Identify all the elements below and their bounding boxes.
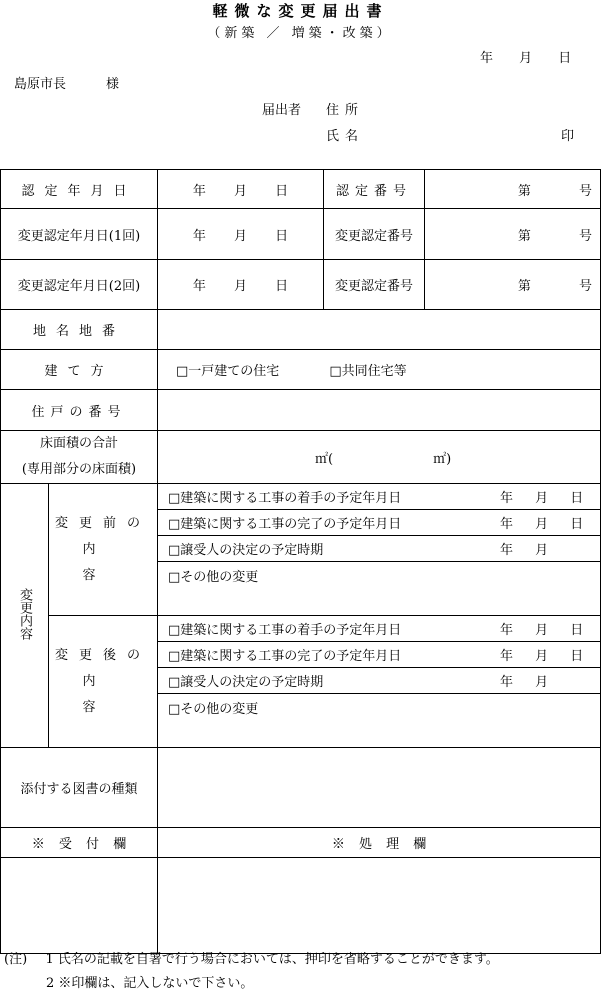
building-type-label: 建て方 [1,350,158,390]
form-row-office-use [1,858,601,954]
before-item-transferee-checkbox[interactable]: □譲受人の決定の予定時期 [158,536,500,562]
notification-form-table [0,169,601,954]
before-item-completion [158,510,600,536]
processing-box [158,858,601,954]
cert-date-value[interactable]: 年 月 日 [158,170,324,209]
building-type-options [158,350,601,390]
change-number-1-value[interactable]: 第 号 [425,209,601,260]
before-item-start-checkbox[interactable]: □建築に関する工事の着手の予定年月日 [158,484,500,510]
cert-number-value[interactable]: 第 号 [425,170,601,209]
location-label: 地名地番 [1,310,158,350]
after-item-completion-checkbox[interactable]: □建築に関する工事の完了の予定年月日 [158,642,500,668]
after-item-start-date[interactable]: 年 月 日 [500,616,600,642]
note-1-text: 1 氏名の記載を自署で行う場合においては、押印を省略することができます。 [45,952,499,967]
after-label: 変更後の [55,647,152,663]
floor-area-unit-2: ㎡) [433,451,452,467]
note-2: 2 ※印欄は、記入しないで下さい。 [46,976,254,991]
form-row-change-before [1,484,601,616]
reception-label: ※ 受 付 欄 [1,828,158,858]
floor-area-value[interactable] [158,431,601,484]
before-item-other-checkbox[interactable]: □その他の変更 [168,570,259,585]
before-items-list [158,484,600,615]
before-item-other-value[interactable] [500,562,600,616]
attachment-label: 添付する図書の種類 [1,748,158,828]
change-date-2-value[interactable]: 年 月 日 [158,260,324,310]
floor-area-unit: ㎡( [315,451,334,467]
seal-mark: 印 [561,129,575,144]
before-item-start [158,484,600,510]
floor-area-label: 床面積の合計 [40,436,119,451]
change-number-1-label: 変更認定番号 [324,209,425,260]
form-row-unit-number [1,390,601,431]
addressee [14,73,119,92]
after-item-transferee-checkbox[interactable]: □譲受人の決定の予定時期 [158,668,500,694]
before-item-other [158,562,600,616]
form-row-change-after [1,616,601,748]
before-item-transferee [158,536,600,562]
floor-area-label-cell [1,431,158,484]
before-label-cell [49,484,158,616]
before-item-transferee-date[interactable]: 年 月 [500,536,600,562]
after-item-start-checkbox[interactable]: □建築に関する工事の着手の予定年月日 [158,616,500,642]
form-row-change-2 [1,260,601,310]
note-prefix: (注) [4,952,28,967]
form-row-office-headers [1,828,601,858]
processing-label: ※ 処 理 欄 [158,828,601,858]
after-label-cell [49,616,158,748]
after-item-completion-date[interactable]: 年 月 日 [500,642,600,668]
form-row-cert-date [1,170,601,209]
change-content-label-cell [1,484,49,748]
unit-number-label: 住戸の番号 [1,390,158,431]
cert-date-label: 認定年月日 [1,170,158,209]
form-row-attachments [1,748,601,828]
after-items [158,616,601,748]
building-type-collective-checkbox[interactable]: □共同住宅等 [329,364,407,379]
location-value[interactable] [158,310,601,350]
after-item-other [158,694,600,748]
building-type-detached-checkbox[interactable]: □一戸建ての住宅 [176,364,280,379]
before-items [158,484,601,616]
after-item-start [158,616,600,642]
floor-area-sub-label: (専用部分の床面積) [21,462,137,477]
after-label-2: 内容 [82,673,136,715]
change-date-1-label: 変更認定年月日(1回) [1,209,158,260]
before-label: 変更前の [55,515,152,531]
reception-box [1,858,158,954]
after-item-other-value[interactable] [500,694,600,748]
after-item-completion [158,642,600,668]
change-content-label: 変更内容 [17,587,32,640]
document-subtitle: （新築 ／ 増築・改築） [207,26,394,41]
name-label: 氏名 [326,129,365,144]
form-row-floor-area [1,431,601,484]
cert-number-label: 認定番号 [324,170,425,209]
form-row-building-type [1,350,601,390]
before-item-completion-date[interactable]: 年 月 日 [500,510,600,536]
after-item-other-checkbox[interactable]: □その他の変更 [168,702,259,717]
address-label: 住所 [326,103,365,118]
before-item-completion-checkbox[interactable]: □建築に関する工事の完了の予定年月日 [158,510,500,536]
document-title: 軽微な変更届出書 [212,2,389,20]
before-label-2: 内容 [82,541,136,583]
after-items-list [158,616,600,747]
change-number-2-label: 変更認定番号 [324,260,425,310]
submission-date: 年 月 日 [480,51,572,66]
addressee-name: 島原市長 [14,77,67,92]
after-item-transferee [158,668,600,694]
form-row-location [1,310,601,350]
change-number-2-value[interactable]: 第 号 [425,260,601,310]
note-1 [4,948,499,967]
after-item-transferee-date[interactable]: 年 月 [500,668,600,694]
applicant-label: 届出者 [262,103,302,118]
addressee-honorific: 様 [106,77,120,92]
attachment-value[interactable] [158,748,601,828]
form-row-change-1 [1,209,601,260]
change-date-2-label: 変更認定年月日(2回) [1,260,158,310]
before-item-start-date[interactable]: 年 月 日 [500,484,600,510]
change-date-1-value[interactable]: 年 月 日 [158,209,324,260]
unit-number-value[interactable] [158,390,601,431]
